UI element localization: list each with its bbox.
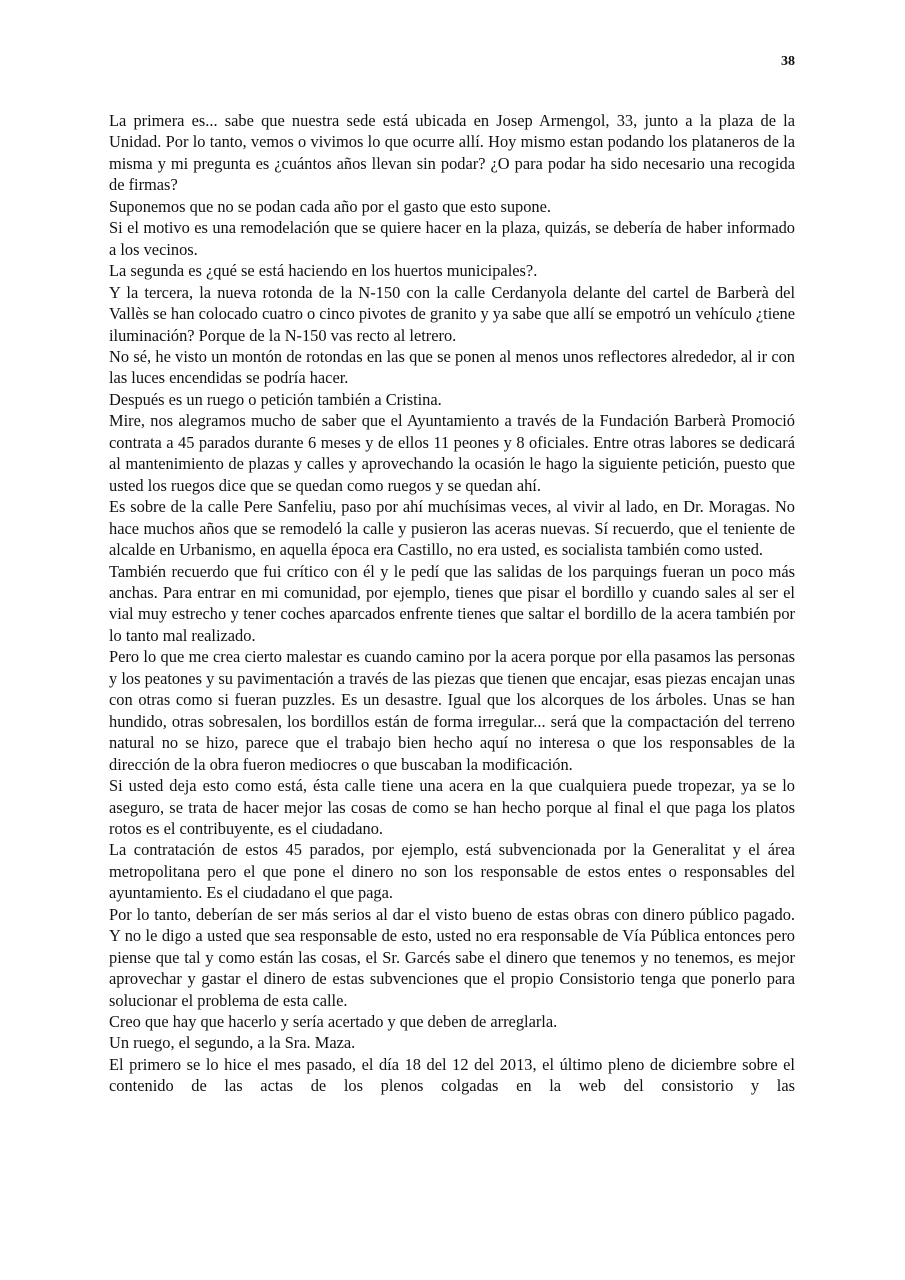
paragraph: La primera es... sabe que nuestra sede está ubicada en Josep Armengol, 33, junto a la plaza de la Unidad. Por lo tanto, vemos o vivimos lo que ocurre allí. Hoy mismo estan podando los plataneros de la misma y mi pregunta es ¿cuántos años llevan sin podar? ¿O para podar ha sido necesario una recogida de firmas? bbox=[109, 111, 795, 195]
paragraph: Si el motivo es una remodelación que se quiere hacer en la plaza, quizás, se debería de haber informado a los vecinos. bbox=[109, 218, 795, 259]
paragraph: Pero lo que me crea cierto malestar es cuando camino por la acera porque por ella pasamos las personas y los peatones y su pavimentación a través de las piezas que tienen que encajar, esas piezas encajan unas con otras como si fueran puzzles. Es un desastre. Igual que los alcorques de los árboles. Unas se han hundido, otras sobresalen, los bordillos están de forma irregular... será que la compactación del terreno natural no se hizo, parece que el trabajo bien hecho aquí no interesa o que los responsables de la dirección de la obra fueron mediocres o que buscaban la modificación. bbox=[109, 647, 795, 774]
paragraph: Después es un ruego o petición también a Cristina. bbox=[109, 389, 442, 409]
paragraph: El primero se lo hice el mes pasado, el día 18 del 12 del 2013, el último pleno de diciembre sobre el contenido de las actas de los plenos colgadas en la web del consistorio y las bbox=[109, 1054, 795, 1096]
document-body bbox=[109, 110, 795, 1097]
paragraph: También recuerdo que fui crítico con él y le pedí que las salidas de los parquings fueran un poco más anchas. Para entrar en mi comunidad, por ejemplo, tienes que pisar el bordillo y cuando sales al ser el vial muy estrecho y tener coches aparcados enfrente tienes que saltar el bordillo de la acera también por lo tanto mal realizado. bbox=[109, 561, 795, 645]
paragraph: No sé, he visto un montón de rotondas en las que se ponen al menos unos reflectores alrededor, al ir con las luces encendidas se podría hacer. bbox=[109, 346, 795, 388]
paragraph: Mire, nos alegramos mucho de saber que el Ayuntamiento a través de la Fundación Barberà Promoció contrata a 45 parados durante 6 meses y de ellos 11 peones y 8 oficiales. Entre otras labores se dedicará al mantenimiento de plazas y calles y aprovechando la ocasión le hago la siguiente petición, puesto que usted los ruegos dice que se quedan como ruegos y se quedan ahí. bbox=[109, 411, 795, 495]
paragraph: Es sobre de la calle Pere Sanfeliu, paso por ahí muchísimas veces, al vivir al lado, en Dr. Moragas. No hace muchos años que se remodeló la calle y pusieron las aceras nuevas. Sí recuerdo, que el teniente de alcalde en Urbanismo, en aquella época era Castillo, no era usted, es socialista también como usted. bbox=[109, 497, 795, 560]
paragraph: Si usted deja esto como está, ésta calle tiene una acera en la que cualquiera puede tropezar, ya se lo aseguro, se trata de hacer mejor las cosas de como se han hecho porque al final el que paga los platos rotos es el contribuyente, es el ciudadano. bbox=[109, 776, 795, 838]
paragraph: Un ruego, el segundo, a la Sra. Maza. bbox=[109, 1033, 356, 1053]
paragraph: Suponemos que no se podan cada año por el gasto que esto supone. bbox=[109, 196, 551, 216]
page-number: 38 bbox=[781, 54, 795, 69]
paragraph: Por lo tanto, deberían de ser más serios al dar el visto bueno de estas obras con dinero público pagado. Y no le digo a usted que sea responsable de esto, usted no era responsable de Vía Pública entonces pero piense que tal y como están las cosas, el Sr. Garcés sabe el dinero que tenemos y no tenemos, es mejor aprovechar y gastar el dinero de estas subvenciones que el propio Consistorio tenga que ponerlo para solucionar el problema de esta calle. bbox=[109, 904, 795, 1010]
paragraph: La segunda es ¿qué se está haciendo en los huertos municipales?. bbox=[109, 261, 538, 281]
paragraph: Creo que hay que hacerlo y sería acertado y que deben de arreglarla. bbox=[109, 1012, 558, 1032]
paragraph: Y la tercera, la nueva rotonda de la N-150 con la calle Cerdanyola delante del cartel de Barberà del Vallès se han colocado cuatro o cinco pivotes de granito y ya sabe que allí se empotró un vehículo ¿tiene iluminación? Porque de la N-150 vas recto al letrero. bbox=[109, 282, 795, 345]
paragraph: La contratación de estos 45 parados, por ejemplo, está subvencionada por la Generalitat y el área metropolitana pero el que pone el dinero no son los responsable de estos entes o responsables del ayuntamiento. Es el ciudadano el que paga. bbox=[109, 840, 795, 903]
